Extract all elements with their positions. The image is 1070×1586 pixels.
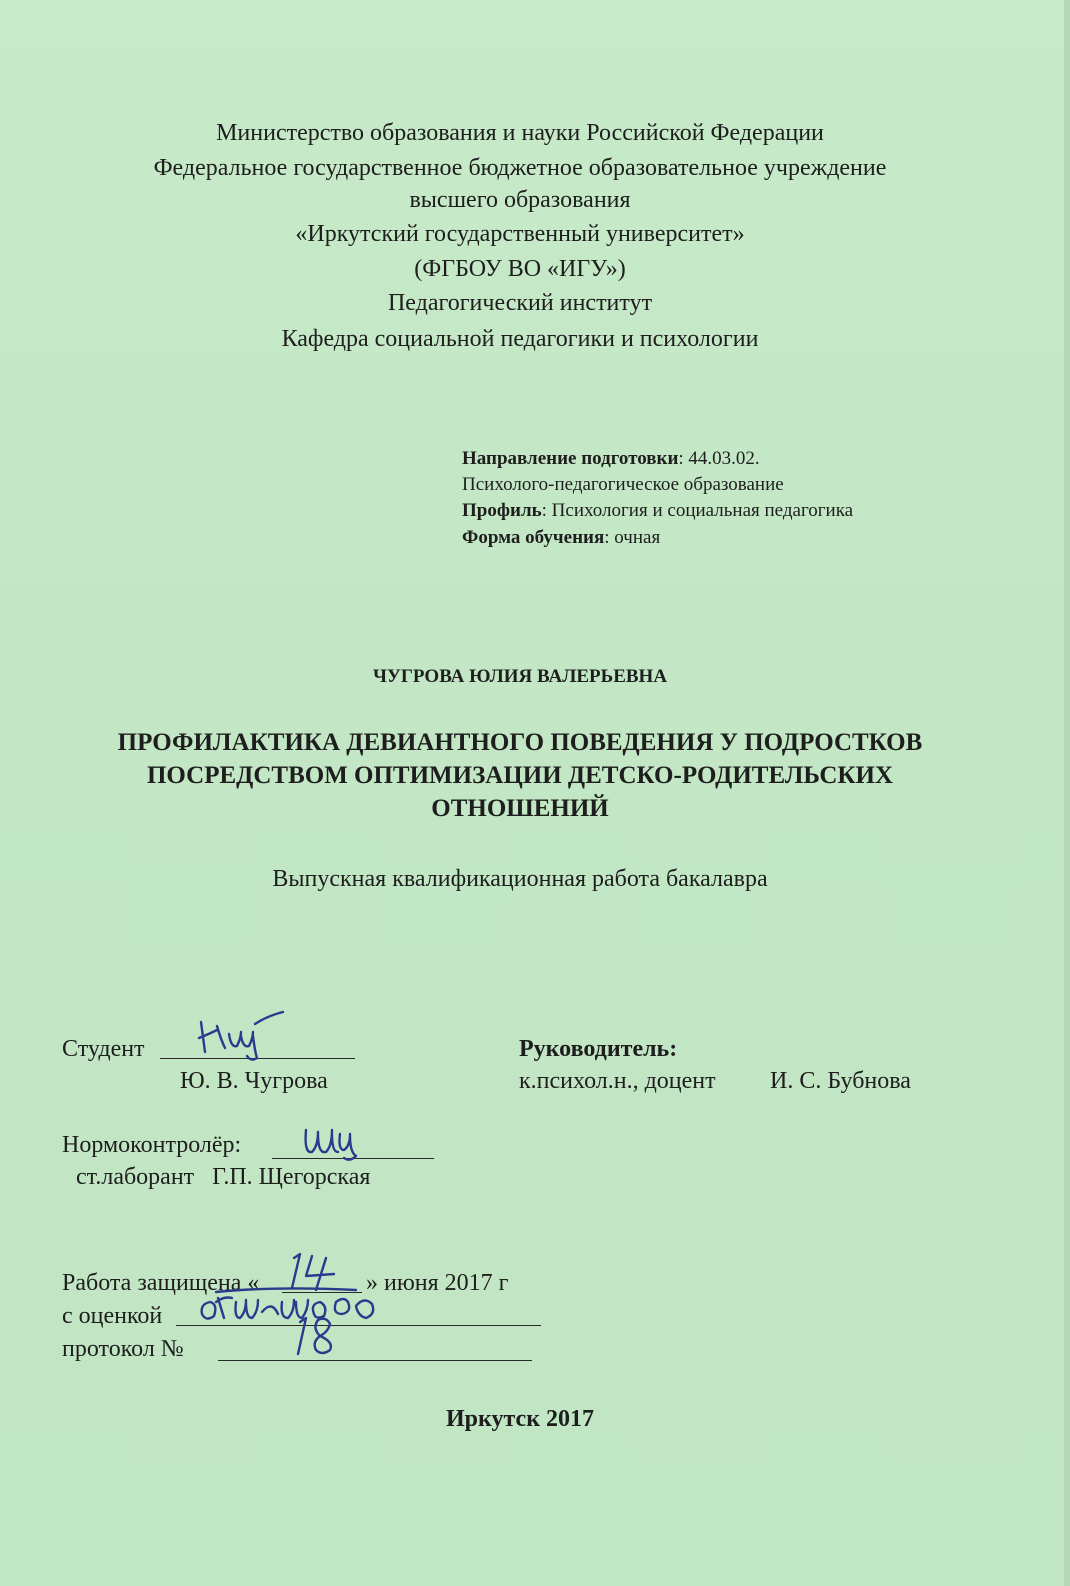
work-type: Выпускная квалификационная работа бакалавра: [272, 866, 768, 892]
supervisor-title: к.психол.н., доцент: [519, 1068, 716, 1094]
form-value: : очная: [604, 527, 661, 548]
direction-value: : 44.03.02.: [678, 448, 760, 469]
form-label: Форма обучения: [462, 527, 605, 548]
protocol-number-handwritten: [290, 1310, 350, 1362]
institution-line-2: высшего образования: [409, 187, 631, 213]
institute-name: Педагогический институт: [387, 290, 653, 316]
supervisor-label: Руководитель:: [519, 1036, 678, 1062]
city-year: Иркутск 2017: [445, 1406, 595, 1432]
profile-value: : Психология и социальная педагогика: [541, 500, 854, 521]
university-name: «Иркутский государственный университет»: [295, 221, 745, 247]
student-name: Ю. В. Чугрова: [180, 1068, 328, 1094]
grade-label: с оценкой: [62, 1303, 163, 1329]
supervisor-name: И. С. Бубнова: [770, 1068, 911, 1094]
protocol-blank-line: [218, 1360, 532, 1361]
form-line: [462, 525, 660, 550]
normcontrol-name: Г.П. Щегорская: [212, 1164, 371, 1190]
normcontrol-signature-image: [300, 1116, 370, 1166]
profile-label: Профиль: [462, 500, 542, 521]
thesis-title-line-3: ОТНОШЕНИЙ: [431, 795, 609, 822]
normcontrol-label: Нормоконтролёр:: [62, 1132, 242, 1158]
university-abbreviation: (ФГБОУ ВО «ИГУ»): [414, 256, 626, 282]
normcontrol-title: ст.лаборант: [76, 1164, 195, 1190]
student-signature-image: [195, 1008, 295, 1064]
direction-name: Психолого-педагогическое образование: [462, 474, 784, 495]
thesis-title-line-2: ПОСРЕДСТВОМ ОПТИМИЗАЦИИ ДЕТСКО-РОДИТЕЛЬСКИХ: [146, 762, 894, 789]
thesis-title-line-1: ПРОФИЛАКТИКА ДЕВИАНТНОГО ПОВЕДЕНИЯ У ПОДРОСТКОВ: [117, 729, 923, 756]
protocol-label: протокол №: [62, 1336, 184, 1362]
profile-line: [462, 498, 853, 523]
department-name: Кафедра социальной педагогики и психологии: [281, 326, 759, 352]
institution-line-1: Федеральное государственное бюджетное образовательное учреждение: [153, 155, 887, 181]
page-edge: [1064, 0, 1070, 1586]
ministry-line: Министерство образования и науки Российской Федерации: [216, 120, 824, 146]
normcontrol-details: [76, 1162, 370, 1192]
direction-label: Направление подготовки: [462, 448, 679, 469]
student-label: Студент: [62, 1036, 145, 1062]
author-name: ЧУГРОВА ЮЛИЯ ВАЛЕРЬЕВНА: [372, 666, 668, 687]
direction-line: [462, 446, 760, 471]
defense-date-rest: » июня 2017 г: [366, 1270, 509, 1296]
defended-label: Работа защищена «: [62, 1270, 260, 1296]
